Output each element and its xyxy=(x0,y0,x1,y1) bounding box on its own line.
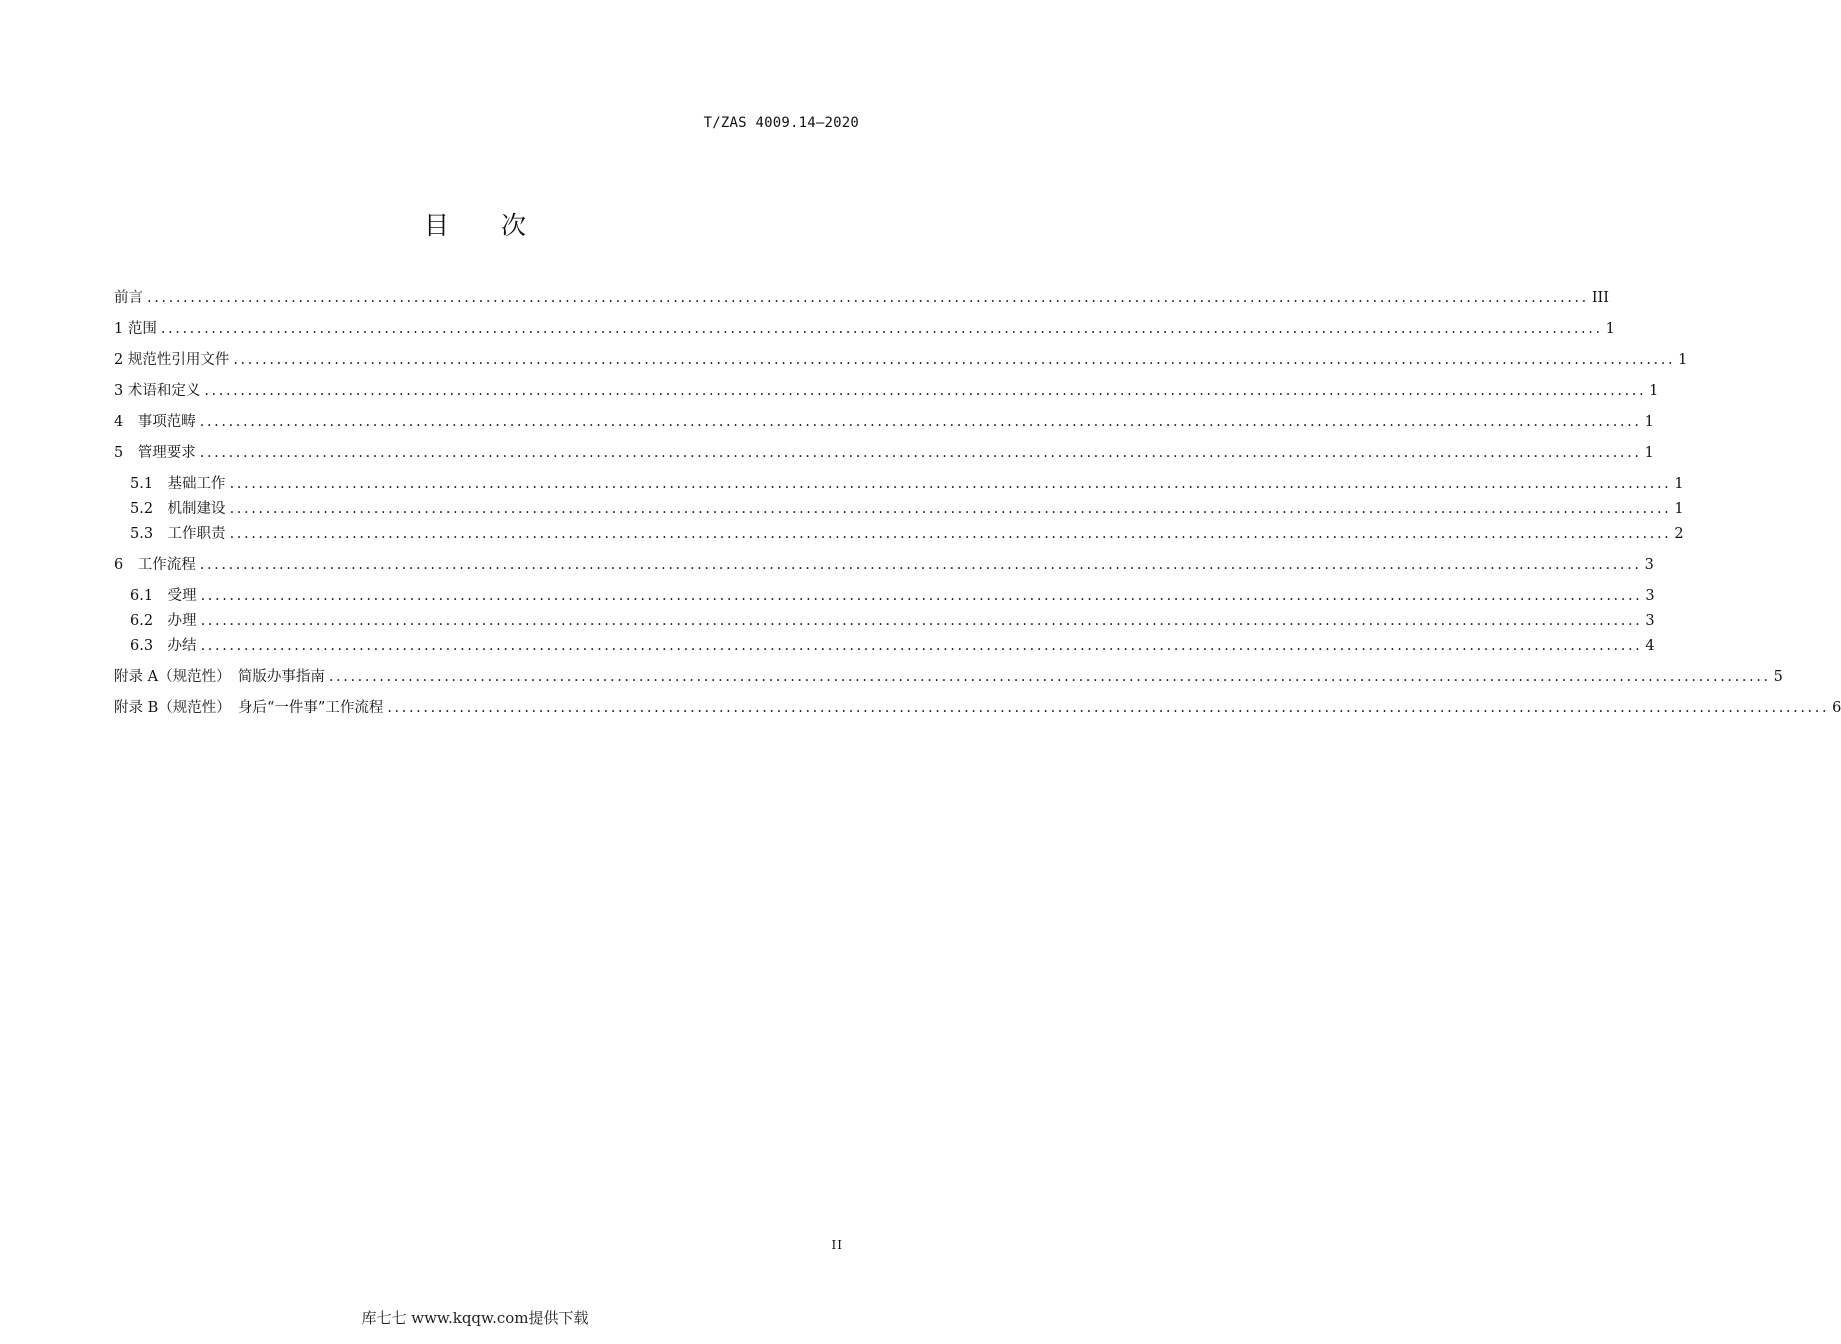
toc-entry[interactable] xyxy=(114,287,1610,309)
toc-entry-label: 前言 xyxy=(114,290,143,306)
toc-entry-page: 1 xyxy=(1678,352,1688,368)
toc-entry-label: 附录 A（规范性） 简版办事指南 xyxy=(114,669,325,685)
toc-entry[interactable] xyxy=(130,635,1655,657)
toc-entry[interactable] xyxy=(130,610,1655,632)
toc-entry[interactable] xyxy=(114,666,1783,688)
toc-entry-page: 3 xyxy=(1645,588,1655,604)
toc-leader-dots: ........................................................................................................................................................................................................ xyxy=(229,526,1672,542)
toc-entry-page: 1 xyxy=(1644,414,1654,430)
toc-entry[interactable] xyxy=(130,498,1684,520)
toc-leader-dots: ........................................................................................................................................................................................................ xyxy=(204,383,1647,399)
toc-entry-page: 1 xyxy=(1674,476,1684,492)
toc-entry-label: 2 规范性引用文件 xyxy=(114,352,230,368)
toc-leader-dots: ........................................................................................................................................................................................................ xyxy=(233,352,1676,368)
toc-entry[interactable] xyxy=(130,585,1655,607)
page-title: 目 次 xyxy=(424,211,548,240)
toc-entry[interactable] xyxy=(114,380,1659,402)
toc-leader-dots: ........................................................................................................................................................................................................ xyxy=(229,501,1672,517)
toc-entry[interactable] xyxy=(114,697,1841,719)
toc-leader-dots: ........................................................................................................................................................................................................ xyxy=(199,414,1642,430)
toc-leader-dots: ........................................................................................................................................................................................................ xyxy=(147,290,1589,306)
toc-entry[interactable] xyxy=(114,554,1654,576)
toc-entry-page: 6 xyxy=(1832,700,1841,716)
toc-entry-label: 3 术语和定义 xyxy=(114,383,201,399)
toc-entry-label: 6.3 办结 xyxy=(130,638,197,654)
toc-entry-page: III xyxy=(1591,290,1610,306)
toc-entry-page: 1 xyxy=(1605,321,1615,337)
toc-entry-label: 6.1 受理 xyxy=(130,588,197,604)
toc-entry-page: 3 xyxy=(1645,613,1655,629)
toc-entry[interactable] xyxy=(114,318,1615,340)
toc-entry-label: 5.3 工作职责 xyxy=(130,526,226,542)
toc-entry-label: 5.2 机制建设 xyxy=(130,501,226,517)
toc-entry-page: 1 xyxy=(1649,383,1659,399)
toc-leader-dots: ........................................................................................................................................................................................................ xyxy=(200,613,1643,629)
toc-entry-label: 5.1 基础工作 xyxy=(130,476,226,492)
toc-leader-dots: ........................................................................................................................................................................................................ xyxy=(229,476,1672,492)
toc-entry-label: 5 管理要求 xyxy=(114,445,196,461)
toc-entry-label: 附录 B（规范性） 身后“一件事”工作流程 xyxy=(114,700,384,716)
page-number: II xyxy=(831,1238,843,1252)
toc-entry[interactable] xyxy=(114,442,1654,464)
toc-leader-dots: ........................................................................................................................................................................................................ xyxy=(160,321,1603,337)
toc-leader-dots: ........................................................................................................................................................................................................ xyxy=(387,700,1830,716)
toc-entry-label: 6.2 办理 xyxy=(130,613,197,629)
download-watermark: 库七七 www.kqqw.com提供下载 xyxy=(361,1309,589,1327)
toc-entry-label: 4 事项范畴 xyxy=(114,414,196,430)
toc-leader-dots: ........................................................................................................................................................................................................ xyxy=(199,557,1642,573)
toc-entry-page: 3 xyxy=(1644,557,1654,573)
toc-entry-label: 6 工作流程 xyxy=(114,557,196,573)
toc-entry-page: 2 xyxy=(1674,526,1684,542)
toc-entry-label: 1 范围 xyxy=(114,321,157,337)
toc-leader-dots: ........................................................................................................................................................................................................ xyxy=(200,638,1643,654)
toc-entry[interactable] xyxy=(130,473,1684,495)
toc-entry-page: 1 xyxy=(1674,501,1684,517)
toc-entry[interactable] xyxy=(114,411,1654,433)
toc-entry[interactable] xyxy=(114,349,1688,371)
toc-leader-dots: ........................................................................................................................................................................................................ xyxy=(199,445,1642,461)
toc-entry-page: 1 xyxy=(1644,445,1654,461)
toc-leader-dots: ........................................................................................................................................................................................................ xyxy=(328,669,1771,685)
toc-entry-page: 4 xyxy=(1645,638,1655,654)
standard-code: T/ZAS 4009.14—2020 xyxy=(703,115,859,131)
toc-entry[interactable] xyxy=(130,523,1684,545)
toc-leader-dots: ........................................................................................................................................................................................................ xyxy=(200,588,1643,604)
toc-entry-page: 5 xyxy=(1773,669,1783,685)
